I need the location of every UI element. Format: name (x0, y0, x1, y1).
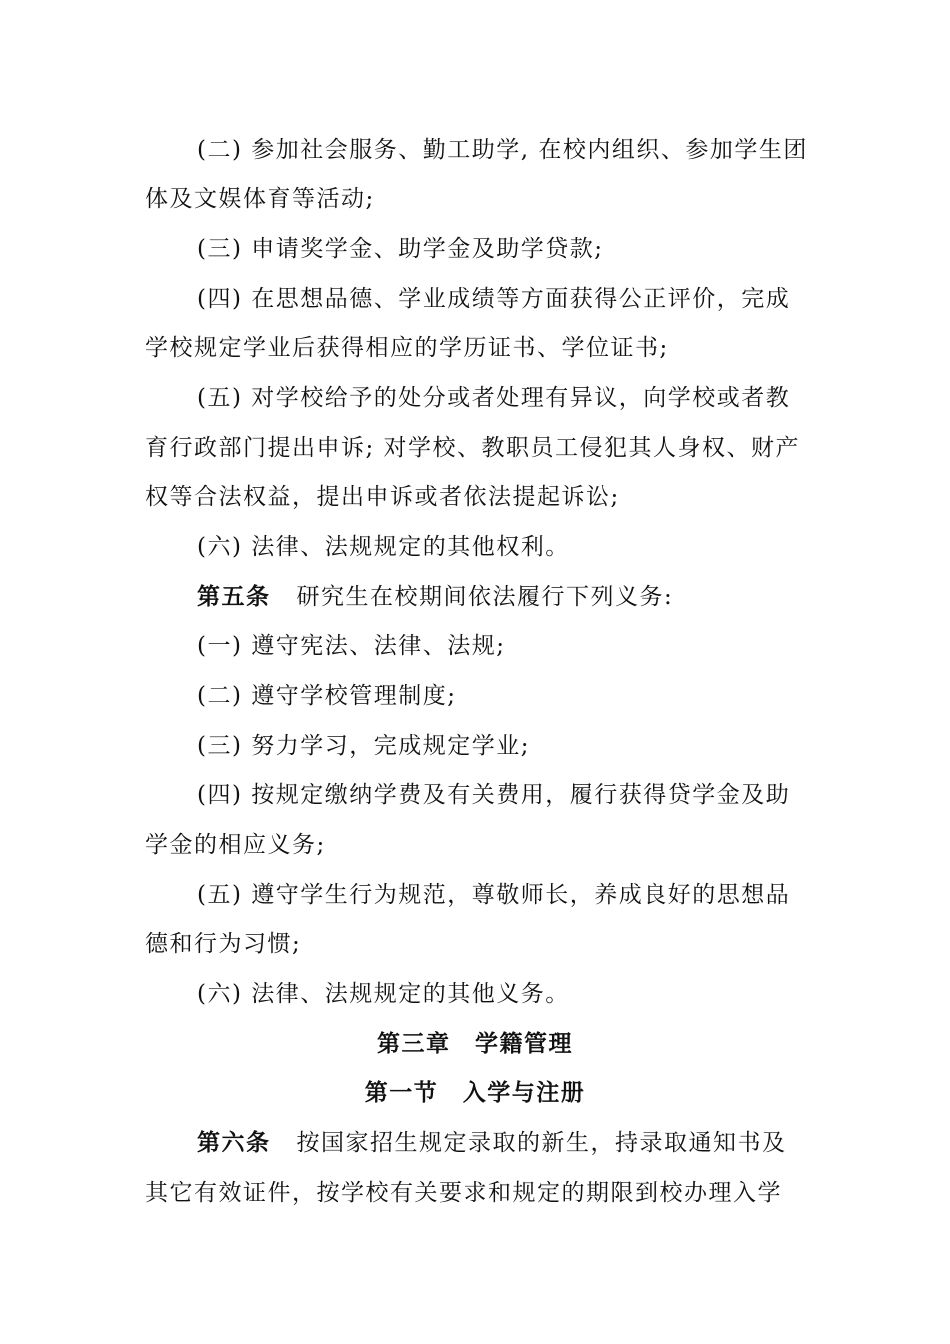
right-2-line-2: 体及文娱体育等活动; (145, 186, 375, 212)
duty-1: (一) 遵守宪法、法律、法规; (197, 633, 506, 659)
duty-2: (二) 遵守学校管理制度; (197, 683, 457, 709)
right-4-line-2: 学校规定学业后获得相应的学历证书、学位证书; (145, 335, 669, 361)
article-6-text: 按国家招生规定录取的新生，持录取通知书及 (296, 1130, 787, 1156)
right-4-line-1: (四) 在思想品德、学业成绩等方面获得公正评价，完成 (197, 286, 791, 312)
duty-5-line-2: 德和行为习惯; (145, 931, 302, 957)
section-title: 第一节 入学与注册 (364, 1079, 586, 1106)
right-2-line-1: (二) 参加社会服务、勤工助学, 在校内组织、参加学生团 (197, 137, 808, 163)
right-6: (六) 法律、法规规定的其他权利。 (197, 534, 570, 560)
right-5-line-1: (五) 对学校给予的处分或者处理有异议，向学校或者教 (197, 385, 791, 411)
article-5-label: 第五条 (197, 583, 271, 610)
duty-5-line-1: (五) 遵守学生行为规范，尊敬师长，养成良好的思想品 (197, 882, 791, 908)
duty-4-line-2: 学金的相应义务; (145, 832, 326, 858)
right-5-line-3: 权等合法权益，提出申诉或者依法提起诉讼; (145, 484, 620, 510)
duty-4-line-1: (四) 按规定缴纳学费及有关费用，履行获得贷学金及助 (197, 782, 791, 808)
article-6-line-2: 其它有效证件，按学校有关要求和规定的期限到校办理入学 (145, 1180, 782, 1206)
article-6-line-1 (197, 1128, 787, 1158)
right-3: (三) 申请奖学金、助学金及助学贷款; (197, 236, 604, 262)
duty-6: (六) 法律、法规规定的其他义务。 (197, 981, 570, 1007)
right-5-line-2: 育行政部门提出申诉; 对学校、教职员工侵犯其人身权、财产 (145, 435, 801, 461)
article-5 (197, 582, 673, 612)
article-6-label: 第六条 (197, 1129, 271, 1156)
chapter-title: 第三章 学籍管理 (377, 1030, 573, 1057)
article-5-text: 研究生在校期间依法履行下列义务: (296, 584, 674, 610)
duty-3: (三) 努力学习，完成规定学业; (197, 733, 531, 759)
